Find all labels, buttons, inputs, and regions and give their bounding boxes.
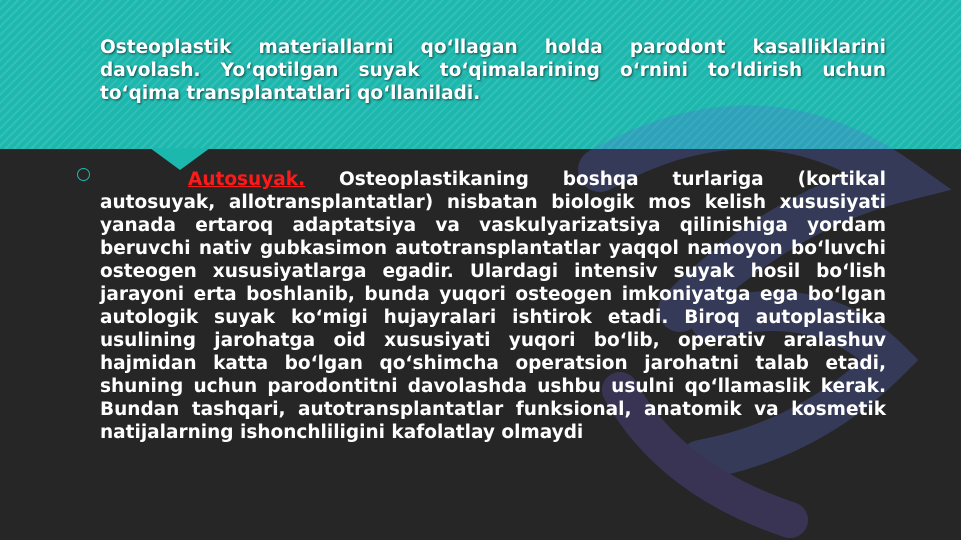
header-band-notch: [150, 148, 210, 170]
paragraph-2-body: Osteoplastikaning boshqa turlariga (kortikal autosuyak, allotransplantatlar) nisbatan biologik mos kelish xususiyati yanada ertaroq adaptatsiya va vaskulyarizatsiya qilinishiga yordam beruvchi nativ gubkasimon autotransplantatlar yaqqol namoyon bo‘luvchi osteogen xususiyatlarga egadir. Ulardagi intensiv suyak hosil bo‘lish jarayoni erta boshlanib, bunda yuqori osteogen imkoniyatga ega bo‘lgan autologik suyak ko‘migi hujayralari ishtirok etadi. Biroq autoplastika usulining jarohatga oid xususiyati yuqori bo‘lib, operativ aralashuv hajmidan katta bo‘lgan qo‘shimcha operatsion jarohatni talab etadi, shuning uchun parodontitni davolashda ushbu usulni qo‘llamaslik kerak. Bundan tashqari, autotransplantatlar funksional, anatomik va kosmetik natijalarning ishonchliligini kafolatlay olmaydi: [100, 169, 886, 443]
paragraph-1: Osteoplastik materiallarni qo‘llagan holda parodont kasalliklarini davolash. Yo‘qotilgan suyak to‘qimalarining o‘rnini to‘ldirish uchun to‘qima transplantatlari qo‘llaniladi.: [100, 37, 886, 104]
autosuyak-term: Autosuyak.: [188, 169, 306, 190]
bullet-2-icon: [77, 168, 90, 181]
paragraph-2: [100, 168, 886, 444]
bullet-1-icon: [79, 38, 92, 51]
